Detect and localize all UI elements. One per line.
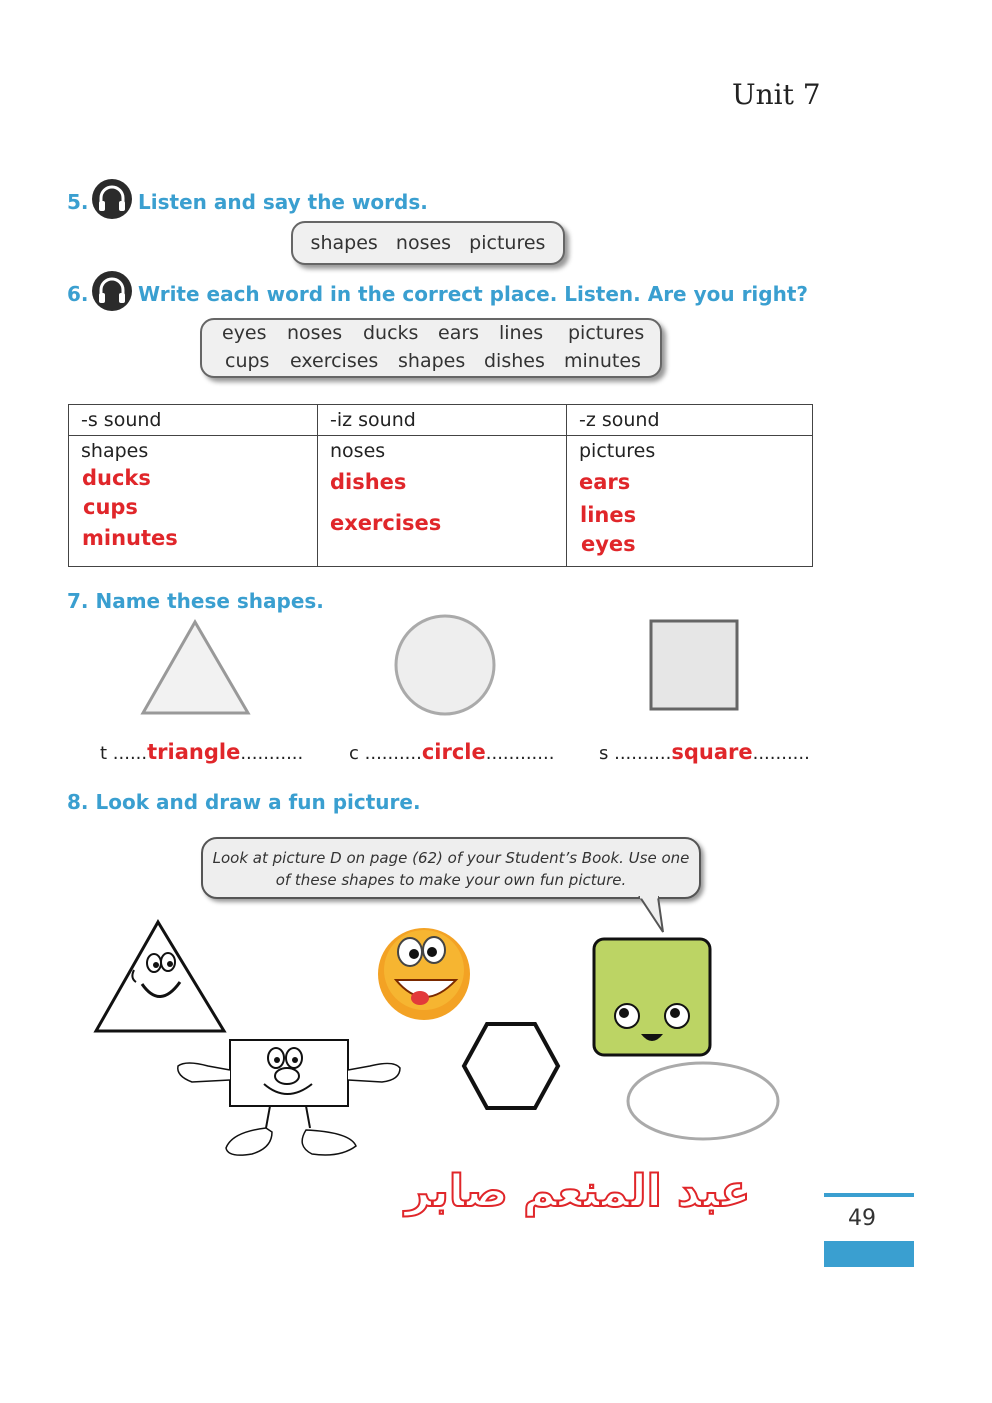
iz-sound-cell — [318, 436, 567, 567]
answer-word: minutes — [82, 526, 178, 550]
oval-shape — [624, 1059, 782, 1143]
ex5-title: Listen and say the words. — [138, 190, 428, 214]
smiley-face-icon — [374, 922, 474, 1026]
word: lines — [499, 322, 544, 344]
shape-letter: c — [349, 743, 359, 764]
column-header-iz: -iz sound — [318, 405, 567, 436]
page-bar-bottom — [824, 1241, 914, 1267]
word: shapes — [398, 350, 466, 372]
speech-bubble-tail — [636, 896, 670, 936]
z-sound-cell — [567, 436, 813, 567]
column-header-s: -s sound — [69, 405, 318, 436]
answer-word: exercises — [330, 511, 442, 535]
answer-word: eyes — [581, 532, 636, 556]
answer-word: cups — [83, 495, 138, 519]
word: pictures — [568, 322, 645, 344]
bubble-line: Look at picture D on page (62) of your Student’s Book. Use one — [212, 849, 690, 867]
shape-answer-line: s ..........square.......... — [599, 740, 810, 764]
column-header-z: -z sound — [567, 405, 813, 436]
circle-shape — [392, 612, 498, 718]
ex5-word-box: shapes noses pictures — [291, 221, 565, 265]
shape-letter: t — [100, 743, 108, 764]
bubble-line: of these shapes to make your own fun picture. — [275, 871, 627, 889]
example-word: pictures — [579, 440, 656, 462]
ex5-number: 5. — [67, 190, 89, 214]
ex6-word-box — [200, 318, 662, 378]
shape-letter: s — [599, 743, 609, 764]
shape-answer: square — [671, 740, 753, 764]
headphones-icon — [92, 271, 132, 311]
speech-bubble — [201, 837, 701, 899]
word: dishes — [484, 350, 545, 372]
square-shape — [649, 619, 739, 711]
example-word: noses — [330, 440, 386, 462]
ex6-title: Write each word in the correct place. Listen. Are you right? — [138, 282, 808, 306]
triangle-face-icon — [92, 918, 228, 1036]
headphones-icon — [92, 179, 132, 219]
rectangle-character-icon — [172, 1036, 404, 1162]
ex8-title: 8. Look and draw a fun picture. — [67, 790, 421, 814]
answer-word: ducks — [82, 466, 151, 490]
answer-word: dishes — [330, 470, 407, 494]
page-bar-top — [824, 1193, 914, 1197]
word: exercises — [290, 350, 379, 372]
page-number: 49 — [848, 1206, 876, 1231]
shape-answer: circle — [421, 740, 486, 764]
ex7-title: 7. Name these shapes. — [67, 589, 324, 613]
example-word: shapes — [81, 440, 149, 462]
word: ears — [438, 322, 480, 344]
sound-table — [68, 404, 813, 567]
answer-word: lines — [580, 503, 637, 527]
shape-answer-line: t ......triangle........... — [100, 740, 304, 764]
word: eyes — [222, 322, 267, 344]
word: noses — [287, 322, 343, 344]
word: cups — [225, 350, 270, 372]
word: minutes — [564, 350, 641, 372]
unit-title: Unit 7 — [732, 78, 821, 111]
shape-answer-line: c ..........circle............ — [349, 740, 555, 764]
s-sound-cell — [69, 436, 318, 567]
hexagon-shape — [460, 1020, 562, 1112]
shape-answer: triangle — [147, 740, 241, 764]
square-face-icon — [591, 936, 713, 1058]
ex6-number: 6. — [67, 282, 89, 306]
triangle-shape — [140, 617, 252, 717]
word: ducks — [363, 322, 419, 344]
signature: عبد المنعم صابر — [405, 1166, 751, 1217]
answer-word: ears — [579, 470, 631, 494]
